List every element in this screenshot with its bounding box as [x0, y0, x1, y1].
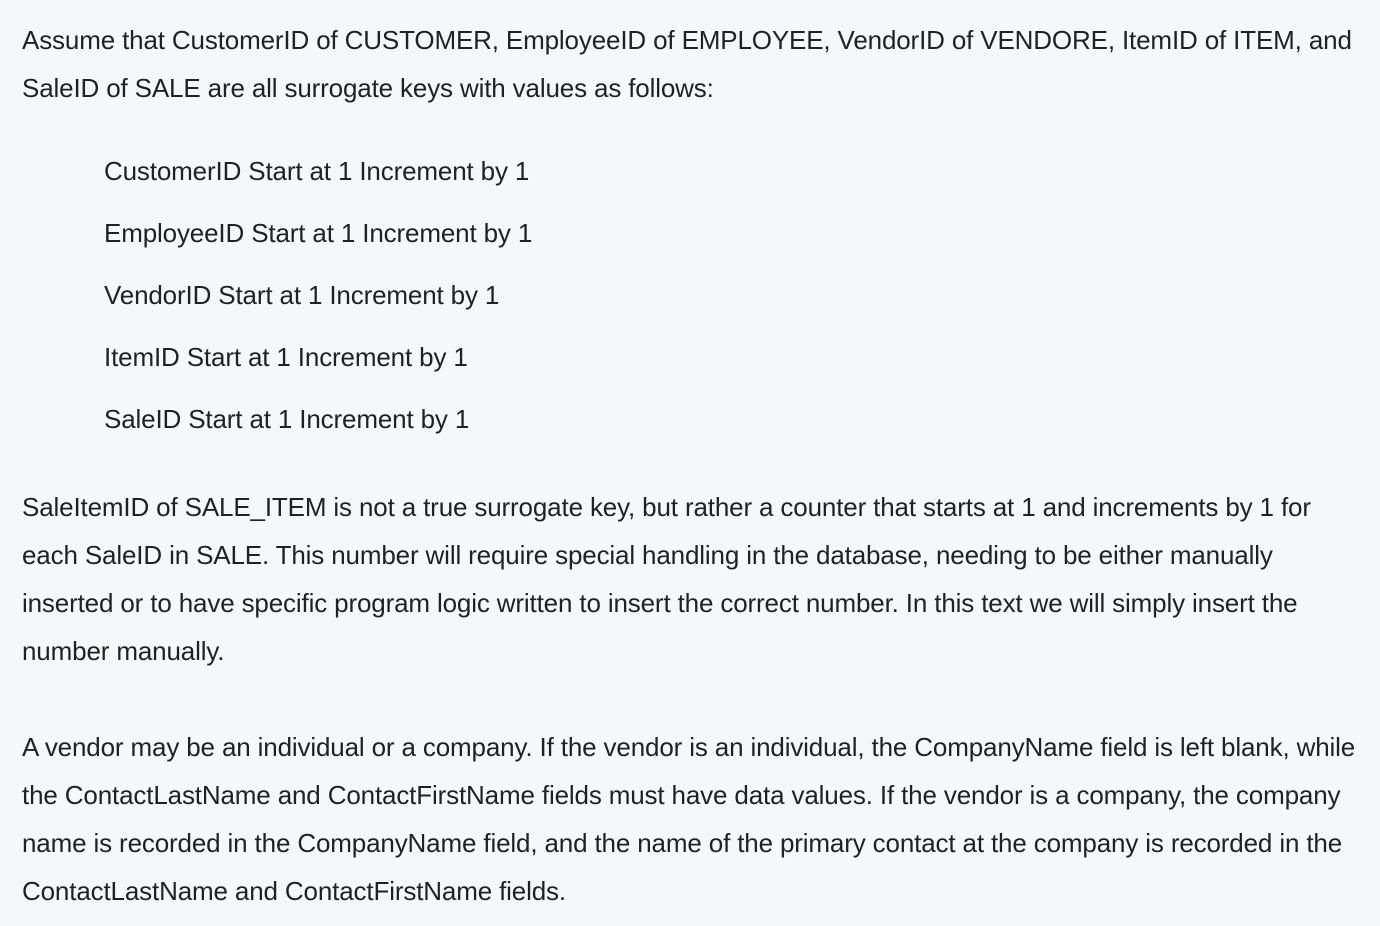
surrogate-key-list [104, 156, 1368, 435]
surrogate-key-vendorid: VendorID Start at 1 Increment by 1 [104, 280, 500, 310]
surrogate-key-customerid: CustomerID Start at 1 Increment by 1 [104, 156, 530, 186]
surrogate-key-itemid: ItemID Start at 1 Increment by 1 [104, 342, 468, 372]
surrogate-key-employeeid: EmployeeID Start at 1 Increment by 1 [104, 218, 533, 248]
sale-item-paragraph: SaleItemID of SALE_ITEM is not a true surrogate key, but rather a counter that starts at 1 and increments by 1 for each SaleID in SALE. This number will require special handling in the database, needing to be either manually inserted or to have specific program logic written to insert the correct number. In this text we will simply insert the number manually. [22, 492, 1311, 666]
vendor-paragraph: A vendor may be an individual or a company. If the vendor is an individual, the CompanyName field is left blank, while the ContactLastName and ContactFirstName fields must have data values. If the vendor is a company, the company name is recorded in the CompanyName field, and the name of the primary contact at the company is recorded in the ContactLastName and ContactFirstName fields. [22, 732, 1356, 906]
intro-paragraph: Assume that CustomerID of CUSTOMER, EmployeeID of EMPLOYEE, VendorID of VENDORE, ItemID of ITEM, and SaleID of SALE are all surrogate keys with values as follows: [22, 25, 1352, 103]
surrogate-key-saleid: SaleID Start at 1 Increment by 1 [104, 404, 470, 434]
